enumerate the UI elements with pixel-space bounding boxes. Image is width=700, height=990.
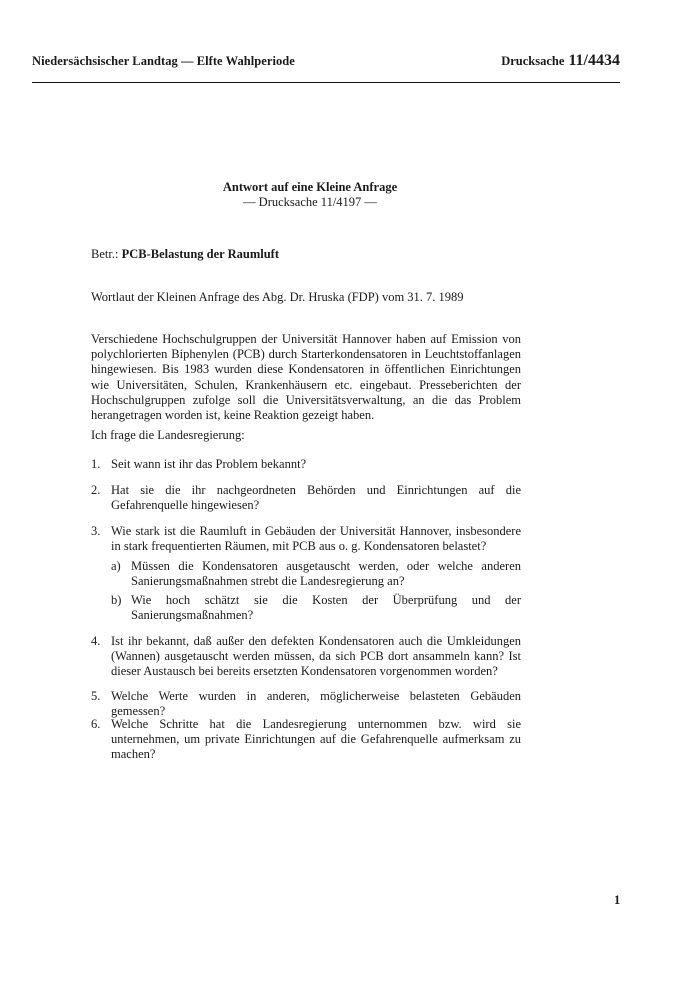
question-number: 5. <box>91 689 101 703</box>
question-lead: Ich frage die Landesregierung: <box>91 428 245 442</box>
question-number: 6. <box>91 717 101 731</box>
question-text: Seit wann ist ihr das Problem bekannt? <box>111 457 307 471</box>
question-2 <box>91 483 521 513</box>
subject-label: Betr.: <box>91 247 119 261</box>
question-number: 1. <box>91 457 101 471</box>
question-number: 4. <box>91 634 101 648</box>
subject-text: PCB-Belastung der Raumluft <box>121 247 279 261</box>
title-line-2: — Drucksache 11/4197 — <box>243 195 377 209</box>
question-6 <box>91 717 521 763</box>
question-4 <box>91 634 521 680</box>
question-3a <box>111 559 521 589</box>
question-text: Welche Werte wurden in anderen, möglicherweise belasteten Gebäuden gemessen? <box>111 689 521 719</box>
question-text: Welche Schritte hat die Landesregierung unternommen bzw. wird sie unternehmen, um private Einrichtungen auf die Gefahrenquelle aufmerksam zu machen? <box>111 717 521 762</box>
intro-paragraph: Verschiedene Hochschulgruppen der Universität Hannover haben auf Emission von polychlorierten Biphenylen (PCB) durch Starterkondensatoren in Leuchtstoffanlagen hingewiesen. Bis 1983 wurden diese Kondensatoren in öffentlichen Einrichtungen wie Universitäten, Schulen, Krankenhäusern etc. eingebaut. Presseberichten der Hochschulgruppen zufolge soll die Universitätsverwaltung, an die das Problem herangetragen worden ist, keine Reaktion gezeigt haben. <box>91 332 521 423</box>
question-5 <box>91 689 521 719</box>
page-number: 1 <box>614 893 621 907</box>
question-text: Ist ihr bekannt, daß außer den defekten Kondensatoren auch die Umkleidungen (Wannen) ausgetauscht werden müssen, da sich PCB dort ansammeln kann? Ist dieser Austausch bei bereits ersetzten Kondensatoren vorgenommen worden? <box>111 634 521 679</box>
document-number <box>501 52 620 70</box>
document-title <box>100 180 520 210</box>
page-header <box>32 52 620 74</box>
question-1 <box>91 457 521 472</box>
subquestion-letter: b) <box>111 593 122 607</box>
parliament-title: Niedersächsischer Landtag — Elfte Wahlperiode <box>32 54 295 68</box>
question-text: Hat sie die ihr nachgeordneten Behörden und Einrichtungen auf die Gefahrenquelle hingewiesen? <box>111 483 521 513</box>
question-text: Wie stark ist die Raumluft in Gebäuden der Universität Hannover, insbesondere in stark frequentierten Räumen, mit PCB aus o. g. Kondensatoren belastet? <box>111 524 521 554</box>
question-number: 3. <box>91 524 101 538</box>
question-3 <box>91 524 521 554</box>
title-line-1: Antwort auf eine Kleine Anfrage <box>222 180 398 194</box>
question-number: 2. <box>91 483 101 497</box>
document-number-value: 11/4434 <box>568 52 620 69</box>
subquestion-text: Wie hoch schätzt sie die Kosten der Überprüfung und der Sanierungsmaßnahmen? <box>131 593 521 623</box>
question-3b <box>111 593 521 623</box>
inquiry-heading: Wortlaut der Kleinen Anfrage des Abg. Dr. Hruska (FDP) vom 31. 7. 1989 <box>91 290 464 304</box>
header-rule <box>32 82 620 83</box>
subquestion-letter: a) <box>111 559 121 573</box>
subject-line <box>91 247 279 262</box>
document-number-label: Drucksache <box>501 54 565 68</box>
subquestion-text: Müssen die Kondensatoren ausgetauscht werden, oder welche anderen Sanierungsmaßnahmen strebt die Landesregierung an? <box>131 559 521 589</box>
